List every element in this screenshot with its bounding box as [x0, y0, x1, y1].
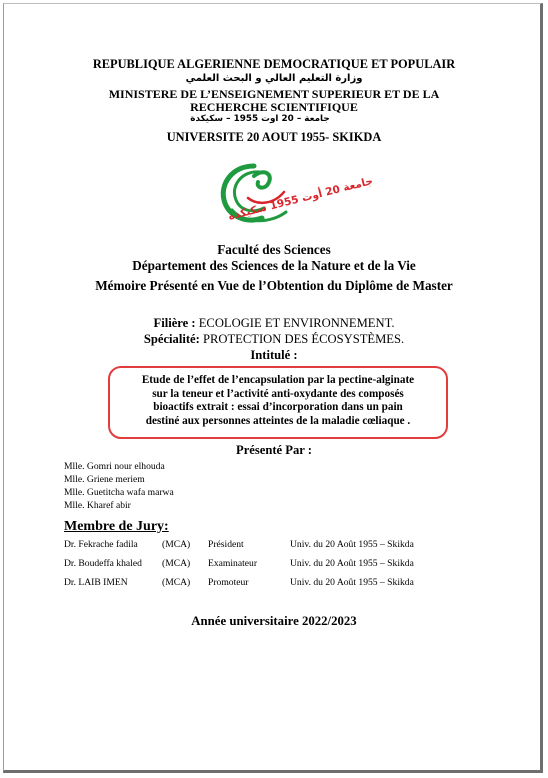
jury-role: Promoteur: [208, 577, 249, 588]
ministry-arabic: وزارة التعليم العالي و البحث العلمي: [185, 73, 363, 84]
filiere-line: [0, 316, 548, 331]
student-name: Mlle. Gomri nour elhouda: [64, 461, 165, 472]
thesis-title-line: sur la teneur et l’activité anti-oxydante des composés: [152, 387, 404, 400]
specialite-line: [0, 332, 548, 347]
presented-by: Présenté Par :: [236, 443, 312, 457]
ministry-line-2: RECHERCHE SCIENTIFIQUE: [190, 100, 358, 114]
jury-role: Président: [208, 539, 244, 550]
intitule-label: Intitulé :: [250, 348, 298, 362]
university-arabic: جامعة – 20 اوت 1955 – سكيكدة: [190, 114, 330, 124]
jury-affiliation: Univ. du 20 Août 1955 – Skikda: [290, 539, 414, 550]
ministry-line-1: MINISTERE DE L’ENSEIGNEMENT SUPERIEUR ET DE LA: [108, 87, 440, 101]
jury-grade: (MCA): [162, 539, 191, 550]
republic-title: REPUBLIQUE ALGERIENNE DEMOCRATIQUE ET POPULAIR: [92, 57, 456, 71]
jury-role: Examinateur: [208, 558, 258, 569]
jury-name: Dr. LAIB IMEN: [64, 577, 128, 588]
logo-text: جامعة 20 أوت 1955 سكيكدة: [227, 175, 375, 223]
jury-name: Dr. Fekrache fadila: [64, 539, 138, 550]
filiere-value: ECOLOGIE ET ENVIRONNEMENT.: [198, 316, 395, 330]
department: Département des Sciences de la Nature et de la Vie: [132, 258, 416, 273]
student-name: Mlle. Kharef abir: [64, 500, 131, 511]
jury-affiliation: Univ. du 20 Août 1955 – Skikda: [290, 577, 414, 588]
thesis-title-line: Etude de l’effet de l’encapsulation par la pectine-alginate: [141, 374, 415, 386]
jury-title: Membre de Jury:: [64, 519, 169, 534]
thesis-title-line: bioactifs extrait : essai d’incorporation dans un pain: [153, 401, 403, 413]
jury-grade: (MCA): [162, 577, 191, 588]
academic-year: Année universitaire 2022/2023: [191, 614, 357, 628]
jury-name: Dr. Boudeffa khaled: [64, 558, 142, 569]
student-name: Mlle. Griene meriem: [64, 474, 145, 485]
jury-affiliation: Univ. du 20 Août 1955 – Skikda: [290, 558, 414, 569]
thesis-title-line: destiné aux personnes atteintes de la maladie cœliaque .: [145, 414, 411, 427]
jury-grade: (MCA): [162, 558, 191, 569]
faculty: Faculté des Sciences: [217, 242, 331, 257]
memoire-title: Mémoire Présenté en Vue de l’Obtention du Diplôme de Master: [95, 278, 453, 293]
student-name: Mlle. Guetitcha wafa marwa: [64, 487, 174, 498]
filiere-label: Filière :: [153, 316, 196, 330]
thesis-title-box: [108, 366, 448, 439]
specialite-value: PROTECTION DES ÉCOSYSTÈMES.: [202, 332, 405, 346]
university-name: UNIVERSITE 20 AOUT 1955- SKIKDA: [166, 130, 382, 144]
university-logo: [214, 158, 375, 228]
specialite-label: Spécialité:: [143, 332, 200, 346]
